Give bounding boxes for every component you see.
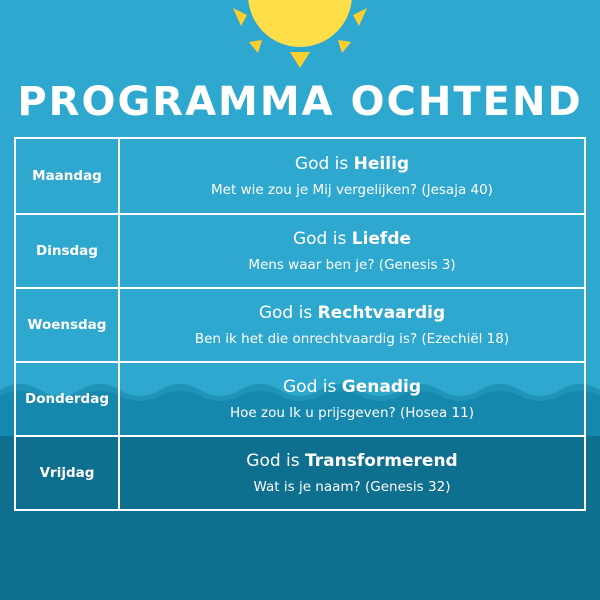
theme-line bbox=[246, 449, 457, 473]
theme-question: Mens waar ben je? (Genesis 3) bbox=[248, 256, 456, 273]
day-content bbox=[120, 289, 584, 361]
theme-line bbox=[259, 301, 445, 325]
theme-line bbox=[283, 375, 421, 399]
day-label: Vrijdag bbox=[16, 437, 120, 509]
day-label: Woensdag bbox=[16, 289, 120, 361]
table-row bbox=[16, 363, 584, 435]
theme-prefix: God is bbox=[283, 376, 342, 397]
theme-prefix: God is bbox=[294, 153, 354, 174]
table-row bbox=[16, 289, 584, 361]
table-row bbox=[16, 215, 584, 287]
theme-word: Liefde bbox=[351, 228, 412, 249]
day-label: Maandag bbox=[16, 139, 120, 213]
theme-word: Transformerend bbox=[305, 450, 458, 471]
theme-prefix: God is bbox=[258, 302, 318, 323]
theme-question: Wat is je naam? (Genesis 32) bbox=[253, 478, 451, 495]
day-content bbox=[120, 139, 584, 213]
theme-word: Heilig bbox=[353, 153, 410, 174]
theme-question: Met wie zou je Mij vergelijken? (Jesaja 40) bbox=[211, 181, 493, 198]
day-content bbox=[120, 363, 584, 435]
day-label: Donderdag bbox=[16, 363, 120, 435]
sun-icon bbox=[233, 0, 367, 68]
theme-question: Hoe zou Ik u prijsgeven? (Hosea 11) bbox=[229, 404, 474, 421]
day-label: Dinsdag bbox=[16, 215, 120, 287]
day-content bbox=[120, 215, 584, 287]
theme-line bbox=[295, 152, 409, 176]
theme-word: Genadig bbox=[341, 376, 421, 397]
theme-prefix: God is bbox=[246, 450, 306, 471]
day-content bbox=[120, 437, 584, 509]
table-row bbox=[16, 437, 584, 509]
page-title: PROGRAMMA OCHTEND bbox=[17, 79, 583, 125]
theme-prefix: God is bbox=[292, 228, 352, 249]
theme-line bbox=[293, 227, 411, 251]
theme-question: Ben ik het die onrechtvaardig is? (Ezechiël 18) bbox=[194, 330, 510, 347]
schedule-table bbox=[14, 137, 586, 511]
table-row bbox=[16, 139, 584, 213]
theme-word: Rechtvaardig bbox=[317, 302, 446, 323]
